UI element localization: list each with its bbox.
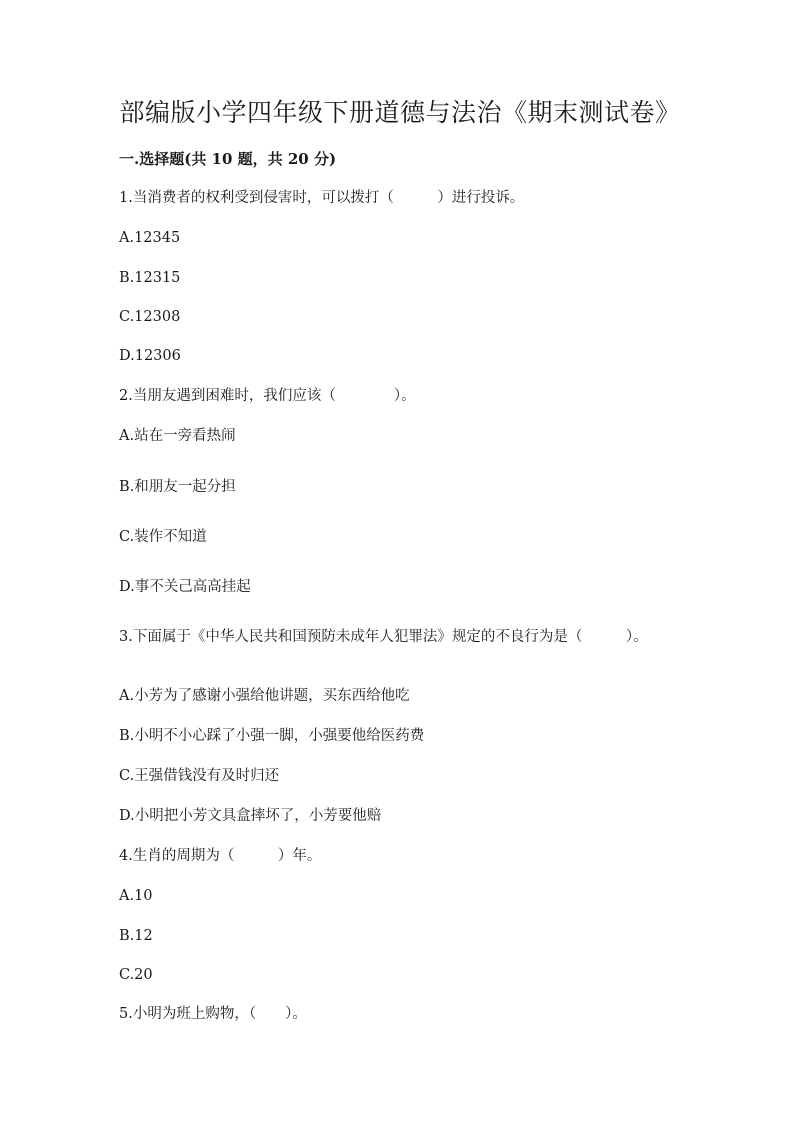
- option-item: C.20: [119, 967, 153, 983]
- page-title: 部编版小学四年级下册道德与法治《期末测试卷》: [119, 98, 681, 127]
- option-item: A.10: [119, 888, 153, 904]
- section-heading: 一.选择题(共 10 题，共 20 分): [119, 150, 337, 168]
- option-item: C.王强借钱没有及时归还: [119, 768, 280, 784]
- question-stem: 3.下面属于《中华人民共和国预防未成年人犯罪法》规定的不良行为是（ ）。: [119, 629, 648, 645]
- question-stem: 1.当消费者的权利受到侵害时，可以拨打（ ）进行投诉。: [119, 190, 525, 206]
- option-item: D.小明把小芳文具盒摔坏了，小芳要他赔: [119, 808, 382, 824]
- option-item: B.和朋友一起分担: [119, 479, 236, 495]
- option-item: B.12: [119, 928, 153, 944]
- question-stem: 2.当朋友遇到困难时，我们应该（ ）。: [119, 388, 416, 404]
- option-item: A.站在一旁看热闹: [119, 428, 236, 444]
- option-item: D.事不关己高高挂起: [119, 579, 251, 595]
- option-item: A.12345: [119, 230, 181, 246]
- option-item: A.小芳为了感谢小强给他讲题，买东西给他吃: [119, 688, 410, 704]
- option-item: C.装作不知道: [119, 529, 207, 545]
- option-item: C.12308: [119, 309, 181, 325]
- question-stem: 4.生肖的周期为（ ）年。: [119, 848, 322, 864]
- option-item: B.小明不小心踩了小强一脚，小强要他给医药费: [119, 728, 425, 744]
- option-item: B.12315: [119, 270, 181, 286]
- option-item: D.12306: [119, 348, 181, 364]
- question-stem: 5.小明为班上购物，（ ）。: [119, 1006, 307, 1022]
